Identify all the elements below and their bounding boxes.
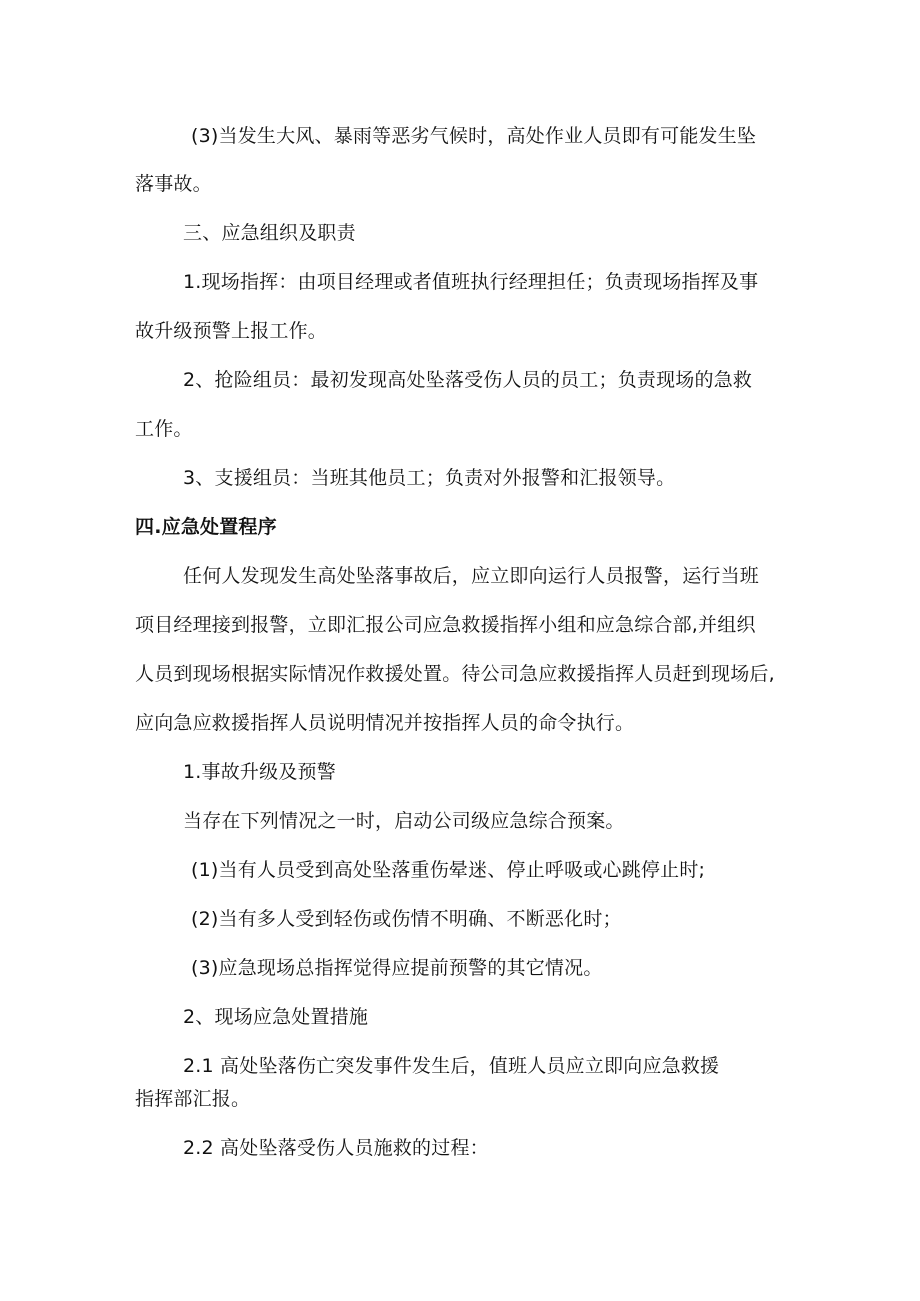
paragraph-rescue-member-line1: 2、抢险组员：最初发现高处坠落受伤人员的员工；负责现场的急救 xyxy=(183,369,753,391)
paragraph-measure-2-1-line1: 2.1 高处坠落伤亡突发事件发生后，值班人员应立即向应急救援 xyxy=(183,1055,720,1077)
paragraph-procedure-line2: 项目经理接到报警，立即汇报公司应急救援指挥小组和应急综合部,并组织 xyxy=(135,614,756,636)
paragraph-field-commander-line2: 故升级预警上报工作。 xyxy=(135,320,328,342)
paragraph-escalation-intro: 当存在下列情况之一时，启动公司级应急综合预案。 xyxy=(183,810,625,832)
list-item-condition-1: (1)当有人员受到高处坠落重伤晕迷、停止呼吸或心跳停止时; xyxy=(191,859,706,881)
paragraph-support-member: 3、支援组员：当班其他员工；负责对外报警和汇报领导。 xyxy=(183,467,676,489)
section-title-emergency-procedure: 四.应急处置程序 xyxy=(135,516,277,538)
paragraph-measure-2-2: 2.2 高处坠落受伤人员施救的过程： xyxy=(183,1137,489,1159)
paragraph-measure-2-1-line2: 指挥部汇报。 xyxy=(135,1088,251,1110)
subsection-title-escalation: 1.事故升级及预警 xyxy=(183,761,336,783)
section-title-emergency-organization: 三、应急组织及职责 xyxy=(183,222,356,244)
paragraph-weather-risk-line2: 落事故。 xyxy=(135,173,212,195)
paragraph-procedure-line4: 应向急应救援指挥人员说明情况并按指挥人员的命令执行。 xyxy=(135,712,635,734)
paragraph-rescue-member-line2: 工作。 xyxy=(135,418,193,440)
list-item-condition-2: (2)当有多人受到轻伤或伤情不明确、不断恶化时； xyxy=(191,908,622,930)
paragraph-field-commander-line1: 1.现场指挥：由项目经理或者值班执行经理担任；负责现场指挥及事 xyxy=(183,271,759,293)
paragraph-procedure-line3: 人员到现场根据实际情况作救援处置。待公司急应救援指挥人员赶到现场后, xyxy=(135,663,775,685)
paragraph-procedure-line1: 任何人发现发生高处坠落事故后，应立即向运行人员报警，运行当班 xyxy=(183,565,760,587)
subsection-title-onsite-measures: 2、现场应急处置措施 xyxy=(183,1006,369,1028)
list-item-condition-3: (3)应急现场总指挥觉得应提前预警的其它情况。 xyxy=(191,957,603,979)
paragraph-weather-risk-line1: (3)当发生大风、暴雨等恶劣气候时，高处作业人员即有可能发生坠 xyxy=(191,125,757,147)
